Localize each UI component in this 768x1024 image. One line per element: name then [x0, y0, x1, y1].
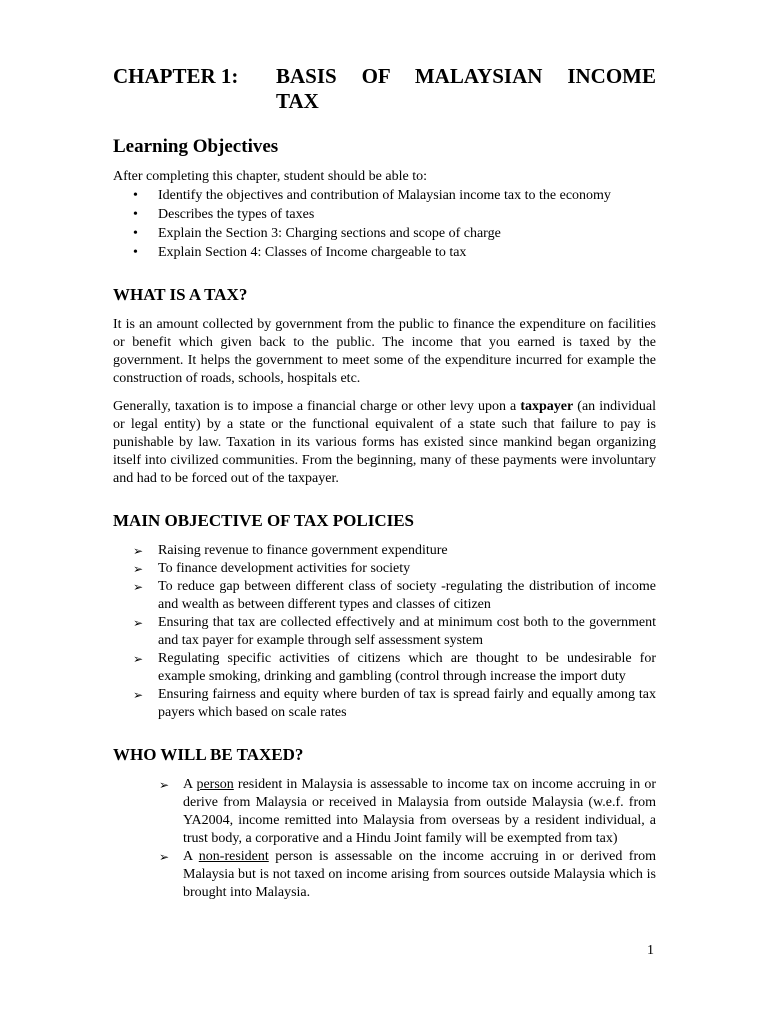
- list-item-text: To reduce gap between different class of society -regulating the distribution of income and wealth as between different types and classes of citizen: [158, 579, 656, 612]
- arrow-bullet-icon: ➢: [133, 544, 144, 558]
- arrow-bullet-icon: ➢: [159, 850, 170, 864]
- non-resident-term: non-resident: [198, 849, 269, 864]
- taxpayer-term: taxpayer: [520, 399, 574, 414]
- page-content: [113, 64, 656, 912]
- list-item-text: Explain Section 4: Classes of Income chargeable to tax: [158, 245, 467, 260]
- what-is-tax-paragraph-1: It is an amount collected by government from the public to finance the expenditure on facilities or benefit which given back to the public. The income that you earned is taxed by the government. It helps the government to meet some of the expenditure incurred for example the construction of roads, schools, hospitals etc.: [113, 317, 656, 386]
- list-item: [113, 578, 656, 614]
- list-item-text: Describes the types of taxes: [158, 207, 315, 222]
- main-objective-heading: MAIN OBJECTIVE OF TAX POLICIES: [113, 511, 415, 530]
- list-item-text: resident in Malaysia is assessable to income tax on income accruing in or derive from Malaysia or received in Malaysia from outside Malaysia (w.e.f. from YA2004, income remitted into Malaysia from overseas by a resident individual, a trust body, a corporative and a Hindu Joint family will be exempted from tax): [183, 777, 656, 846]
- list-item-text: person is assessable on the income accruing in or derived from Malaysia but is not taxed on income arising from sources outside Malaysia which is brought into Malaysia.: [183, 849, 656, 900]
- list-item: [113, 848, 656, 902]
- list-item-text: Raising revenue to finance government expenditure: [158, 543, 448, 558]
- main-objective-list: [113, 542, 656, 722]
- list-item-text: Ensuring fairness and equity where burden of tax is spread fairly and equally among tax payers which based on scale rates: [158, 687, 656, 720]
- learning-objectives-list: [113, 186, 656, 262]
- arrow-bullet-icon: ➢: [133, 652, 144, 666]
- person-term: person: [196, 777, 234, 792]
- arrow-bullet-icon: ➢: [133, 562, 144, 576]
- page-number: 1: [647, 943, 654, 958]
- list-item: [113, 776, 656, 848]
- chapter-title: [113, 64, 656, 114]
- arrow-bullet-icon: ➢: [159, 778, 170, 792]
- bullet-icon: •: [133, 188, 138, 203]
- list-item: [113, 186, 656, 205]
- arrow-bullet-icon: ➢: [133, 580, 144, 594]
- bullet-icon: •: [133, 207, 138, 222]
- paragraph-text: Generally, taxation is to impose a financial charge or other levy upon a: [113, 399, 521, 414]
- list-item: [113, 205, 656, 224]
- what-is-tax-heading: WHAT IS A TAX?: [113, 285, 248, 304]
- list-item: [113, 614, 656, 650]
- paragraph-text: (an individual or legal entity) by a state or the functional equivalent of a state such that failure to pay is punishable by law. Taxation in its various forms has existed since mankind began organizing itself into civilized communities. From the beginning, many of these payments were involuntary and had to be forced out of the taxpayer.: [113, 399, 656, 486]
- arrow-bullet-icon: ➢: [133, 688, 144, 702]
- list-item-text: A: [183, 777, 197, 792]
- who-will-be-taxed-list: [113, 776, 656, 902]
- learning-objectives-intro: After completing this chapter, student should be able to:: [113, 169, 427, 184]
- list-item-text: Identify the objectives and contribution of Malaysian income tax to the economy: [158, 188, 611, 203]
- list-item-text: Explain the Section 3: Charging sections and scope of charge: [158, 226, 501, 241]
- chapter-title-line2: TAX: [276, 89, 319, 113]
- list-item-text: To finance development activities for society: [158, 561, 411, 576]
- list-item: [113, 542, 656, 560]
- list-item-text: Regulating specific activities of citizens which are thought to be undesirable for example smoking, drinking and gambling (control through increase the import duty: [158, 651, 656, 684]
- list-item: [113, 650, 656, 686]
- list-item: [113, 560, 656, 578]
- list-item: [113, 686, 656, 722]
- who-will-be-taxed-heading: WHO WILL BE TAXED?: [113, 745, 304, 764]
- chapter-label: CHAPTER 1:: [113, 64, 239, 88]
- arrow-bullet-icon: ➢: [133, 616, 144, 630]
- learning-objectives-heading: Learning Objectives: [113, 136, 279, 157]
- list-item-text: Ensuring that tax are collected effectively and at minimum cost both to the government and tax payer for example through self assessment system: [158, 615, 656, 648]
- chapter-title-line1: BASIS OF MALAYSIAN INCOME: [276, 64, 656, 88]
- list-item: [113, 243, 656, 262]
- what-is-tax-paragraph-2: [113, 398, 656, 488]
- chapter-title-text: [276, 64, 656, 114]
- list-item-text: A: [183, 849, 199, 864]
- bullet-icon: •: [133, 226, 138, 241]
- list-item: [113, 224, 656, 243]
- bullet-icon: •: [133, 245, 138, 260]
